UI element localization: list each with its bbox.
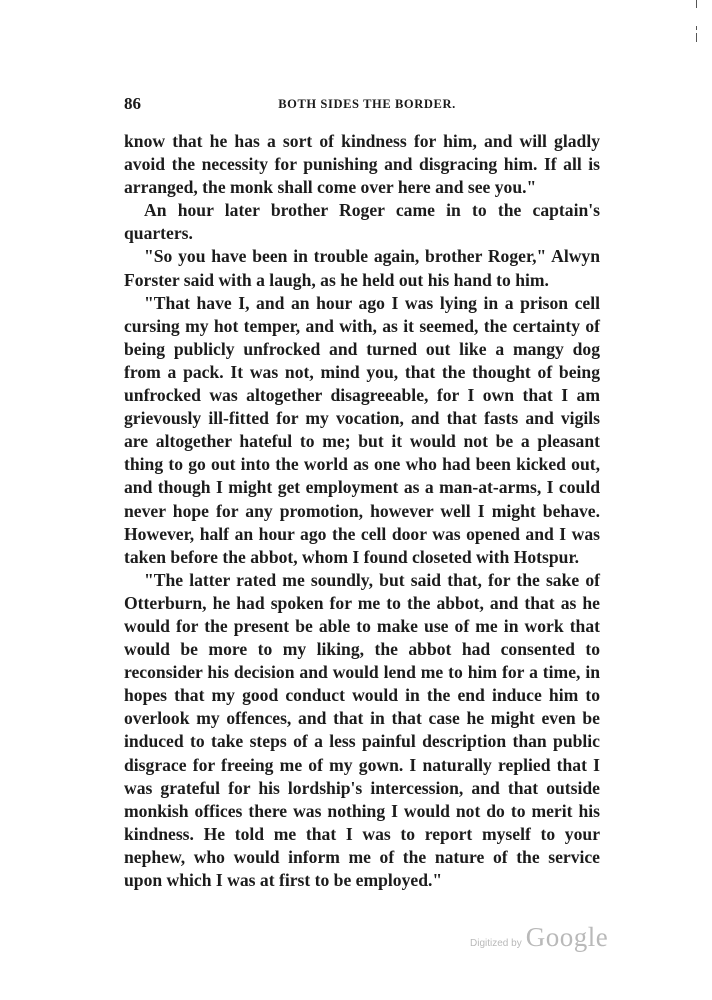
digitized-by-google-watermark (470, 922, 608, 952)
page-header (124, 94, 600, 116)
running-title: BOTH SIDES THE BORDER. (278, 97, 456, 111)
watermark-prefix: Digitized by (470, 938, 522, 949)
body-text (124, 130, 600, 892)
paragraph: An hour later brother Roger came in to the captain's quarters. (124, 200, 600, 244)
paragraph: know that he has a sort of kindness for him, and will gladly avoid the necessity for punishing and disgracing him. If all is arranged, the monk shall come over here and see you." (124, 131, 600, 198)
paragraph: "The latter rated me soundly, but said that, for the sake of Otterburn, he had spoken for me to the abbot, and that as he would for the present be able to make use of me in work that would be more to my liking, the abbot had consented to reconsider his decision and would lend me to him for a time, in hopes that my good conduct would in the end induce him to overlook my offences, and that in that case he might even be induced to take steps of a less painful description than public disgrace for freeing me of my gown. I naturally replied that I was grateful for his lordship's intercession, and that outside monkish offices there was nothing I would not do to merit his kindness. He told me that I was to report myself to your nephew, who would inform me of the nature of the service upon which I was at first to be employed." (124, 569, 600, 890)
paragraph: "That have I, and an hour ago I was lying in a prison cell cursing my hot temper, and with, as it seemed, the certainty of being publicly unfrocked and turned out like a mangy dog from a pack. It was not, mind you, that the thought of being unfrocked was altogether disagreeable, for I own that I am grievously ill-fitted for my vocation, and that fasts and vigils are altogether hateful to me; but it would not be a pleasant thing to go out into the world as one who had been kicked out, and though I might get employment as a man-at-arms, I could never hope for any promotion, however well I might behave. However, half an hour ago the cell door was opened and I was taken before the abbot, whom I found closeted with Hotspur. (124, 292, 600, 567)
paragraph: "So you have been in trouble again, brother Roger," Alwyn Forster said with a laugh, as he held out his hand to him. (124, 246, 600, 290)
page-edge-mark (696, 0, 698, 42)
google-logo: Google (525, 922, 609, 952)
page-number: 86 (124, 94, 141, 113)
